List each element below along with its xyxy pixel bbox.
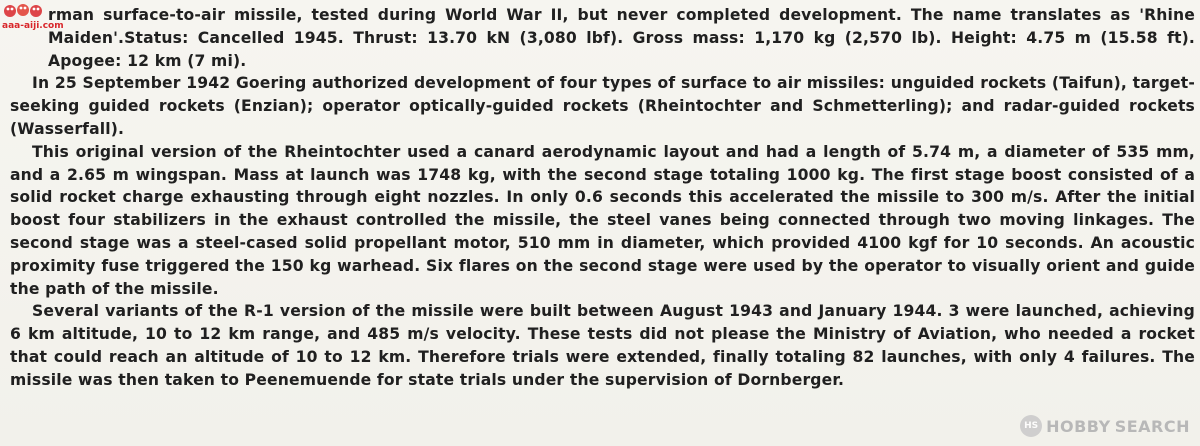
paragraph-testing: Several variants of the R-1 version of the missile were built between August 1943 and January 1944. 3 were launched, achieving 6 km altitude, 10 to 12 km range, and 485 m/s velocity. These tests did not please the Ministry of Aviation, who needed a rocket that could reach an altitude of 10 to 12 km. Therefore trials were extended, finally totaling 82 launches, with only 4 failures. The missile was then taken to Peenemuende for state trials under the supervision of Dornberger. xyxy=(10,302,1195,389)
paragraph-specs: rman surface-to-air missile, tested during World War II, but never completed development. The name translates as 'Rhine Maiden'.Status: Cancelled 1945. Thrust: 13.70 kN (3,080 lbf). Gross mass: 1,170 kg (2,570 lb). Height: 4.75 m (15.58 ft). Apogee: 12 km (7 mi). xyxy=(48,6,1195,70)
hobby-search-watermark xyxy=(1020,414,1190,438)
hobby-search-badge-icon: HS xyxy=(1020,415,1042,437)
hobby-search-hobby-text: HOBBY xyxy=(1046,416,1111,436)
paragraph-history: In 25 September 1942 Goering authorized development of four types of surface to air missiles: unguided rockets (Taifun), target-seeking guided rockets (Enzian); operator optically-guided rockets (Rheintochter and Schmetterling); and radar-guided rockets (Wasserfall). xyxy=(10,74,1195,138)
hobby-search-search-text: SEARCH xyxy=(1114,416,1190,436)
site-watermark-text: aaa-aiji.com xyxy=(2,21,64,31)
article-body xyxy=(10,4,1195,392)
paragraph-design: This original version of the Rheintochter used a canard aerodynamic layout and had a length of 5.74 m, a diameter of 535 mm, and a 2.65 m wingspan. Mass at launch was 1748 kg, with the second stage totaling 1000 kg. The first stage boost consisted of a solid rocket charge exhausting through eight nozzles. In only 0.6 seconds this accelerated the missile to 300 m/s. After the initial boost four stabilizers in the exhaust controlled the missile, the steel vanes being connected through two moving linkages. The second stage was a steel-cased solid propellant motor, 510 mm in diameter, which provided 4100 kgf for 10 seconds. An acoustic proximity fuse triggered the 150 kg warhead. Six flares on the second stage were used by the operator to visually orient and guide the path of the missile. xyxy=(10,142,1195,298)
